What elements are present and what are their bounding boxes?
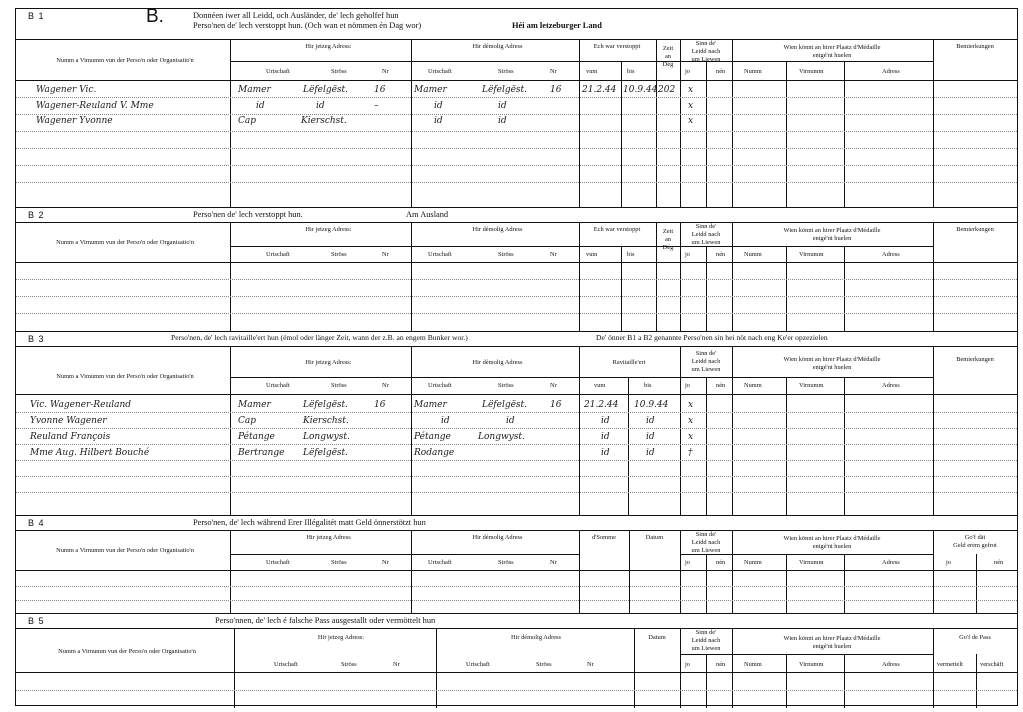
current-town: id — [256, 101, 265, 111]
section-b4 — [16, 515, 1017, 613]
date-from: id — [601, 432, 610, 442]
col-header-alive: Sinn de' — [695, 629, 717, 636]
sub-header-first: Virnumm — [799, 559, 824, 566]
col-header-medal: Wien könnt an hirer Plaatz d'Médaille — [783, 535, 881, 542]
col-header-alive: um Liewen — [691, 547, 721, 554]
sub-header-nr: Nr — [382, 382, 389, 389]
sub-header-street: Ströss — [341, 661, 357, 668]
sub-header-given: verschäft — [980, 661, 1004, 668]
section-b1 — [16, 6, 1017, 207]
sub-header-town: Urtschaft — [266, 251, 290, 258]
col-header-alive: Leidd nach — [691, 637, 721, 644]
sub-header-to: bis — [644, 382, 652, 389]
date-to: id — [646, 448, 655, 458]
col-header-medal: entgé'nt huelen — [812, 643, 852, 650]
sub-header-street: Ströss — [536, 661, 552, 668]
current-nr: 16 — [374, 400, 386, 410]
col-header-former-address: Hir démolig Adress — [472, 534, 523, 541]
former-town: Mamer — [414, 400, 447, 410]
col-header-former-address: Hir démolig Adress — [510, 634, 562, 641]
sub-header-to: bis — [627, 251, 635, 258]
col-header-name: Numm a Virnumm vun der Perso'n oder Organisatio'n — [56, 239, 194, 246]
date-to: id — [646, 432, 655, 442]
former-street: Lëfelgëst. — [482, 400, 528, 410]
col-header-current-address: Hir jetzeg Adress — [306, 534, 351, 541]
former-street: id — [498, 101, 507, 111]
current-street: id — [316, 101, 325, 111]
former-town: id — [434, 101, 443, 111]
sub-header-nr: Nr — [550, 382, 557, 389]
date-from: id — [601, 416, 610, 426]
sub-header-yes: jo — [685, 559, 690, 566]
sub-header-no: nén — [716, 251, 726, 258]
sub-header-address: Adress — [882, 559, 900, 566]
sub-header-town: Urtschaft — [428, 251, 452, 258]
person-name: Wagener Vic. — [36, 85, 97, 95]
alive-mark: † — [688, 448, 693, 458]
sub-header-street: Ströss — [498, 251, 514, 258]
col-header-sum: d'Somme — [592, 534, 616, 541]
section-subtitle: De' önner B1 a B2 genannte Perso'nen sin hei nöt nach eng Ke'er opzezielen — [596, 333, 828, 342]
sub-header-no: nén — [716, 382, 726, 389]
current-street: Lëfelgëst. — [303, 400, 349, 410]
col-header-name: Numm a Virnumm vun der Perso'n oder Organisatio'n — [58, 648, 196, 655]
sub-header-name: Numm — [744, 559, 762, 566]
person-name: Reuland François — [30, 432, 111, 442]
date-from: 21.2.44 — [582, 85, 617, 95]
col-header-former-address: Hir démolig Adress — [472, 359, 523, 366]
sub-header-town: Urtschaft — [428, 559, 452, 566]
sub-header-town: Urtschaft — [266, 68, 290, 75]
sub-header-town: Urtschaft — [428, 382, 452, 389]
section-title: Perso'nen, de' lech während Erer Illégalitét matt Geld önnerstötzt hun — [193, 518, 426, 527]
section-title: Perso'nnen, de' lech é falsche Pass ausgestallt oder vermöttelt hun — [215, 616, 436, 625]
alive-mark: x — [688, 101, 694, 111]
col-header-alive: Sinn de' — [695, 531, 717, 538]
sub-header-street: Ströss — [331, 68, 347, 75]
current-street: Lëfelgëst. — [303, 448, 349, 458]
current-street: Longwyst. — [303, 432, 350, 442]
date-to: 10.9.44 — [623, 85, 658, 95]
current-town: Bertrange — [238, 448, 285, 458]
section-title: Perso'nen de' lech verstoppt hun. (Och wan et nömmen én Dag wor) — [193, 21, 422, 30]
col-header-medal: Wien könnt an hirer Plaatz d'Médaille — [783, 356, 881, 363]
col-header-remarks: Bemierkungen — [956, 356, 994, 363]
col-header-former-address: Hir démolig Adress — [472, 226, 523, 233]
current-street: Kierschst. — [303, 416, 349, 426]
section-code: B 3 — [28, 334, 45, 344]
col-header-medal: Wien könnt an hirer Plaatz d'Médaille — [783, 635, 881, 642]
section-title: Perso'nen de' lech verstoppt hun. — [193, 210, 303, 219]
section-code: B 4 — [28, 518, 45, 528]
col-header-alive: um Liewen — [691, 239, 721, 246]
former-town: Rodange — [414, 448, 455, 458]
col-header-date: Datum — [648, 634, 666, 641]
col-header-time: an — [664, 53, 672, 60]
current-street: Lëfelgëst. — [303, 85, 349, 95]
current-street: Kierschst. — [301, 116, 347, 126]
sub-header-name: Numm — [744, 661, 762, 668]
alive-mark: x — [688, 116, 694, 126]
sub-header-issued: vermettelt — [937, 661, 963, 668]
section-b3-header — [16, 332, 1017, 347]
col-header-ravitaille: Ravitaille'ert — [612, 359, 646, 366]
sub-header-address: Adress — [882, 68, 900, 75]
section-subtitle: Am Ausland — [406, 210, 449, 219]
sub-header-name: Numm — [744, 382, 762, 389]
sub-header-to: bis — [627, 68, 635, 75]
sub-header-nr: Nr — [382, 68, 389, 75]
col-header-alive: Sinn de' — [695, 40, 717, 47]
col-header-alive: um Liewen — [691, 645, 721, 652]
section-subtitle: Héi am letzeburger Land — [512, 21, 602, 30]
form-sheet — [15, 8, 1018, 706]
sub-header-yes: jo — [685, 661, 690, 668]
sub-header-town: Urtschaft — [466, 661, 490, 668]
col-header-alive: Sinn de' — [695, 350, 717, 357]
former-town: id — [441, 416, 450, 426]
current-town: Cap — [238, 416, 257, 426]
sub-header-street: Ströss — [331, 559, 347, 566]
col-header-current-address: Hir jetzeg Adress: — [305, 43, 352, 50]
sub-header-address: Adress — [882, 382, 900, 389]
sub-header-street: Ströss — [331, 251, 347, 258]
sub-header-from: vum — [594, 382, 606, 389]
current-town: Cap — [238, 116, 257, 126]
sub-header-first: Virnumm — [799, 661, 824, 668]
sub-header-first: Virnumm — [799, 68, 824, 75]
sub-header-nr: Nr — [550, 68, 557, 75]
sub-header-town: Urtschaft — [266, 382, 290, 389]
section-b3 — [16, 331, 1017, 515]
form-letter: B. — [146, 6, 164, 27]
sub-header-yes: jo — [685, 382, 690, 389]
sub-header-yes: jo — [685, 68, 690, 75]
sub-header-address: Adress — [882, 661, 900, 668]
former-street: id — [506, 416, 515, 426]
date-from: 21.2.44 — [584, 400, 619, 410]
sub-header-from: vum — [586, 251, 598, 258]
col-header-medal: Wien könnt an hirer Plaatz d'Médaille — [783, 227, 881, 234]
col-header-date: Datum — [645, 534, 664, 541]
current-nr: – — [374, 101, 379, 111]
sub-header-name: Numm — [744, 68, 762, 75]
former-street: id — [498, 116, 507, 126]
person-name: Vic. Wagener-Reuland — [30, 400, 132, 410]
sub-header-no: nén — [716, 661, 726, 668]
col-header-name: Numm a Vimumm vun der Perso'n oder Organisatio'n — [56, 57, 194, 64]
alive-mark: x — [688, 85, 694, 95]
section-code: B 2 — [28, 210, 45, 220]
person-name: Yvonne Wagener — [30, 416, 107, 426]
section-b2-header — [16, 208, 1017, 223]
person-name: Wagener-Reuland V. Mme — [36, 101, 154, 111]
col-header-medal: entgé'nt huelen — [812, 543, 852, 550]
current-town: Mamer — [238, 85, 271, 95]
sub-header-from: vum — [586, 68, 598, 75]
col-header-medal: entgé'nt huelen — [812, 52, 852, 59]
sub-header-no: nén — [716, 559, 726, 566]
col-header-money-returned: Geld erem gefrot — [953, 542, 997, 549]
sub-header-street: Ströss — [498, 68, 514, 75]
sub-header-nr: Nr — [550, 559, 557, 566]
sub-header-nr: Nr — [382, 559, 389, 566]
section-b5 — [16, 613, 1017, 707]
col-header-alive: um Liewen — [691, 56, 721, 63]
sub-header-name: Numm — [744, 251, 762, 258]
current-town: Pétange — [238, 432, 275, 442]
former-street: Longwyst. — [478, 432, 525, 442]
person-name: Mme Aug. Hilbert Bouché — [30, 448, 150, 458]
col-header-remarks: Bemierkungen — [956, 43, 994, 50]
col-header-hidden: Ech war verstoppt — [593, 43, 641, 50]
col-header-money-returned: Go'f dät — [964, 534, 986, 541]
col-header-alive: Sinn de' — [695, 223, 717, 230]
sub-header-yes: jo — [946, 559, 951, 566]
section-code: B 1 — [28, 11, 45, 21]
col-header-time: Dég — [662, 61, 674, 68]
former-town: id — [434, 116, 443, 126]
col-header-current-address: Hir jetzeg Adress: — [317, 634, 365, 641]
col-header-pass: Go'f de Pass — [959, 634, 991, 641]
col-header-alive: Leidd nach — [691, 48, 721, 55]
col-header-time: an — [664, 236, 672, 243]
col-header-medal: entgé'nt huelen — [812, 364, 852, 371]
person-name: Wagener Yvonne — [36, 116, 113, 126]
former-nr: 16 — [550, 85, 562, 95]
sub-header-town: Urtschaft — [274, 661, 298, 668]
sub-header-first: Virnumm — [799, 382, 824, 389]
col-header-current-address: Hir jetzeg Adress: — [305, 226, 352, 233]
section-b4-header — [16, 516, 1017, 531]
sub-header-nr: Nr — [393, 661, 400, 668]
section-title: Perso'nen, de' lech ravitaille'ert hun (émol oder länger Zeit, wann der z.B. an engem Bunker wor.) — [171, 333, 468, 342]
sub-header-town: Urtschaft — [428, 68, 452, 75]
alive-mark: x — [688, 400, 694, 410]
col-header-time: Zeit — [662, 228, 674, 235]
date-from: id — [601, 448, 610, 458]
col-header-alive: Leidd nach — [691, 231, 721, 238]
col-header-remarks: Bemierkungen — [956, 226, 994, 233]
col-header-alive: Leidd nach — [691, 539, 721, 546]
sub-header-street: Ströss — [331, 382, 347, 389]
col-header-medal: entgé'nt huelen — [812, 235, 852, 242]
col-header-hidden: Ech war verstoppt — [593, 226, 641, 233]
sub-header-nr: Nr — [382, 251, 389, 258]
col-header-medal: Wien könnt an hirer Plaatz d'Médaille — [783, 44, 881, 51]
date-to: id — [646, 416, 655, 426]
col-header-time: Zeit — [662, 45, 674, 52]
current-town: Mamer — [238, 400, 271, 410]
former-town: Mamer — [414, 85, 447, 95]
sub-header-street: Ströss — [498, 559, 514, 566]
sub-header-nr: Nr — [550, 251, 557, 258]
sub-header-street: Ströss — [498, 382, 514, 389]
col-header-former-address: Hir démolig Adress — [472, 43, 523, 50]
sub-header-yes: jo — [685, 251, 690, 258]
days-count: 202 — [658, 85, 676, 95]
date-to: 10.9.44 — [634, 400, 669, 410]
col-header-alive: Leidd nach — [691, 358, 721, 365]
sub-header-no: nén — [994, 559, 1004, 566]
section-code: B 5 — [28, 616, 45, 626]
sub-header-town: Urtschaft — [266, 559, 290, 566]
col-header-name: Numm a Vimumm vun der Perso'n oder Organisatio'n — [56, 373, 194, 380]
section-b2 — [16, 207, 1017, 331]
alive-mark: x — [688, 416, 694, 426]
former-town: Pétange — [414, 432, 451, 442]
col-header-name: Numm a Virnumm vun der Perso'n oder Organisatio'n — [56, 547, 194, 554]
col-header-current-address: Hir jetzeg Adress: — [305, 359, 352, 366]
former-nr: 16 — [550, 400, 562, 410]
section-b5-header — [16, 614, 1017, 629]
current-nr: 16 — [374, 85, 386, 95]
sub-header-address: Adress — [882, 251, 900, 258]
former-street: Lëfelgëst. — [482, 85, 528, 95]
sub-header-nr: Nr — [587, 661, 594, 668]
sub-header-first: Virnumm — [799, 251, 824, 258]
sub-header-no: nén — [716, 68, 726, 75]
col-header-time: Dég — [662, 244, 674, 251]
section-title: Donnéen iwer all Leidd, och Ausländer, de' lech geholfef hun — [193, 11, 399, 20]
col-header-alive: um Liewen — [691, 366, 721, 373]
alive-mark: x — [688, 432, 694, 442]
